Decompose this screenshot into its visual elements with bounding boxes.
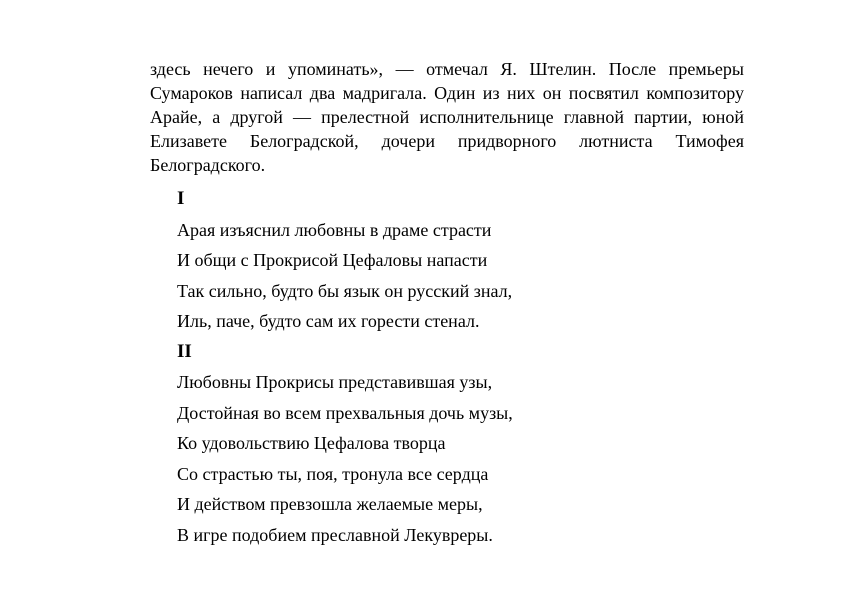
poem-line: И общи с Прокрисой Цефаловы напасти	[177, 250, 488, 270]
poem-line: Любовны Прокрисы представившая узы,	[177, 372, 493, 392]
poem-line: В игре подобием преславной Лекувреры.	[177, 524, 493, 545]
poem-line: Арая изъяснил любовны в драме страсти	[177, 219, 492, 240]
poem-line: И действом превзошла желаемые меры,	[177, 494, 483, 514]
poem-section-numeral: II	[177, 340, 192, 362]
poem-section-numeral: I	[177, 188, 185, 209]
poem-line: Иль, паче, будто сам их горести стенал.	[177, 311, 480, 331]
intro-paragraph: здесь нечего и упоминать», — отмечал Я. Штелин. После премьеры Сумароков написал два мадригала. Один из них он посвятил композитору Арайе, а другой — прелестной исполнительнице главной партии, юной Елизавете Белоградской, дочери придворного лютниста Тимофея Белоградского.	[150, 59, 744, 175]
poem-line: Достойная во всем прехвальныя дочь музы,	[177, 402, 513, 423]
poem	[177, 184, 737, 550]
poem-line: Так сильно, будто бы язык он русский знал,	[177, 280, 513, 301]
poem-line: Ко удовольствию Цефалова творца	[177, 433, 446, 453]
poem-line: Со страстью ты, поя, тронула все сердца	[177, 463, 489, 484]
